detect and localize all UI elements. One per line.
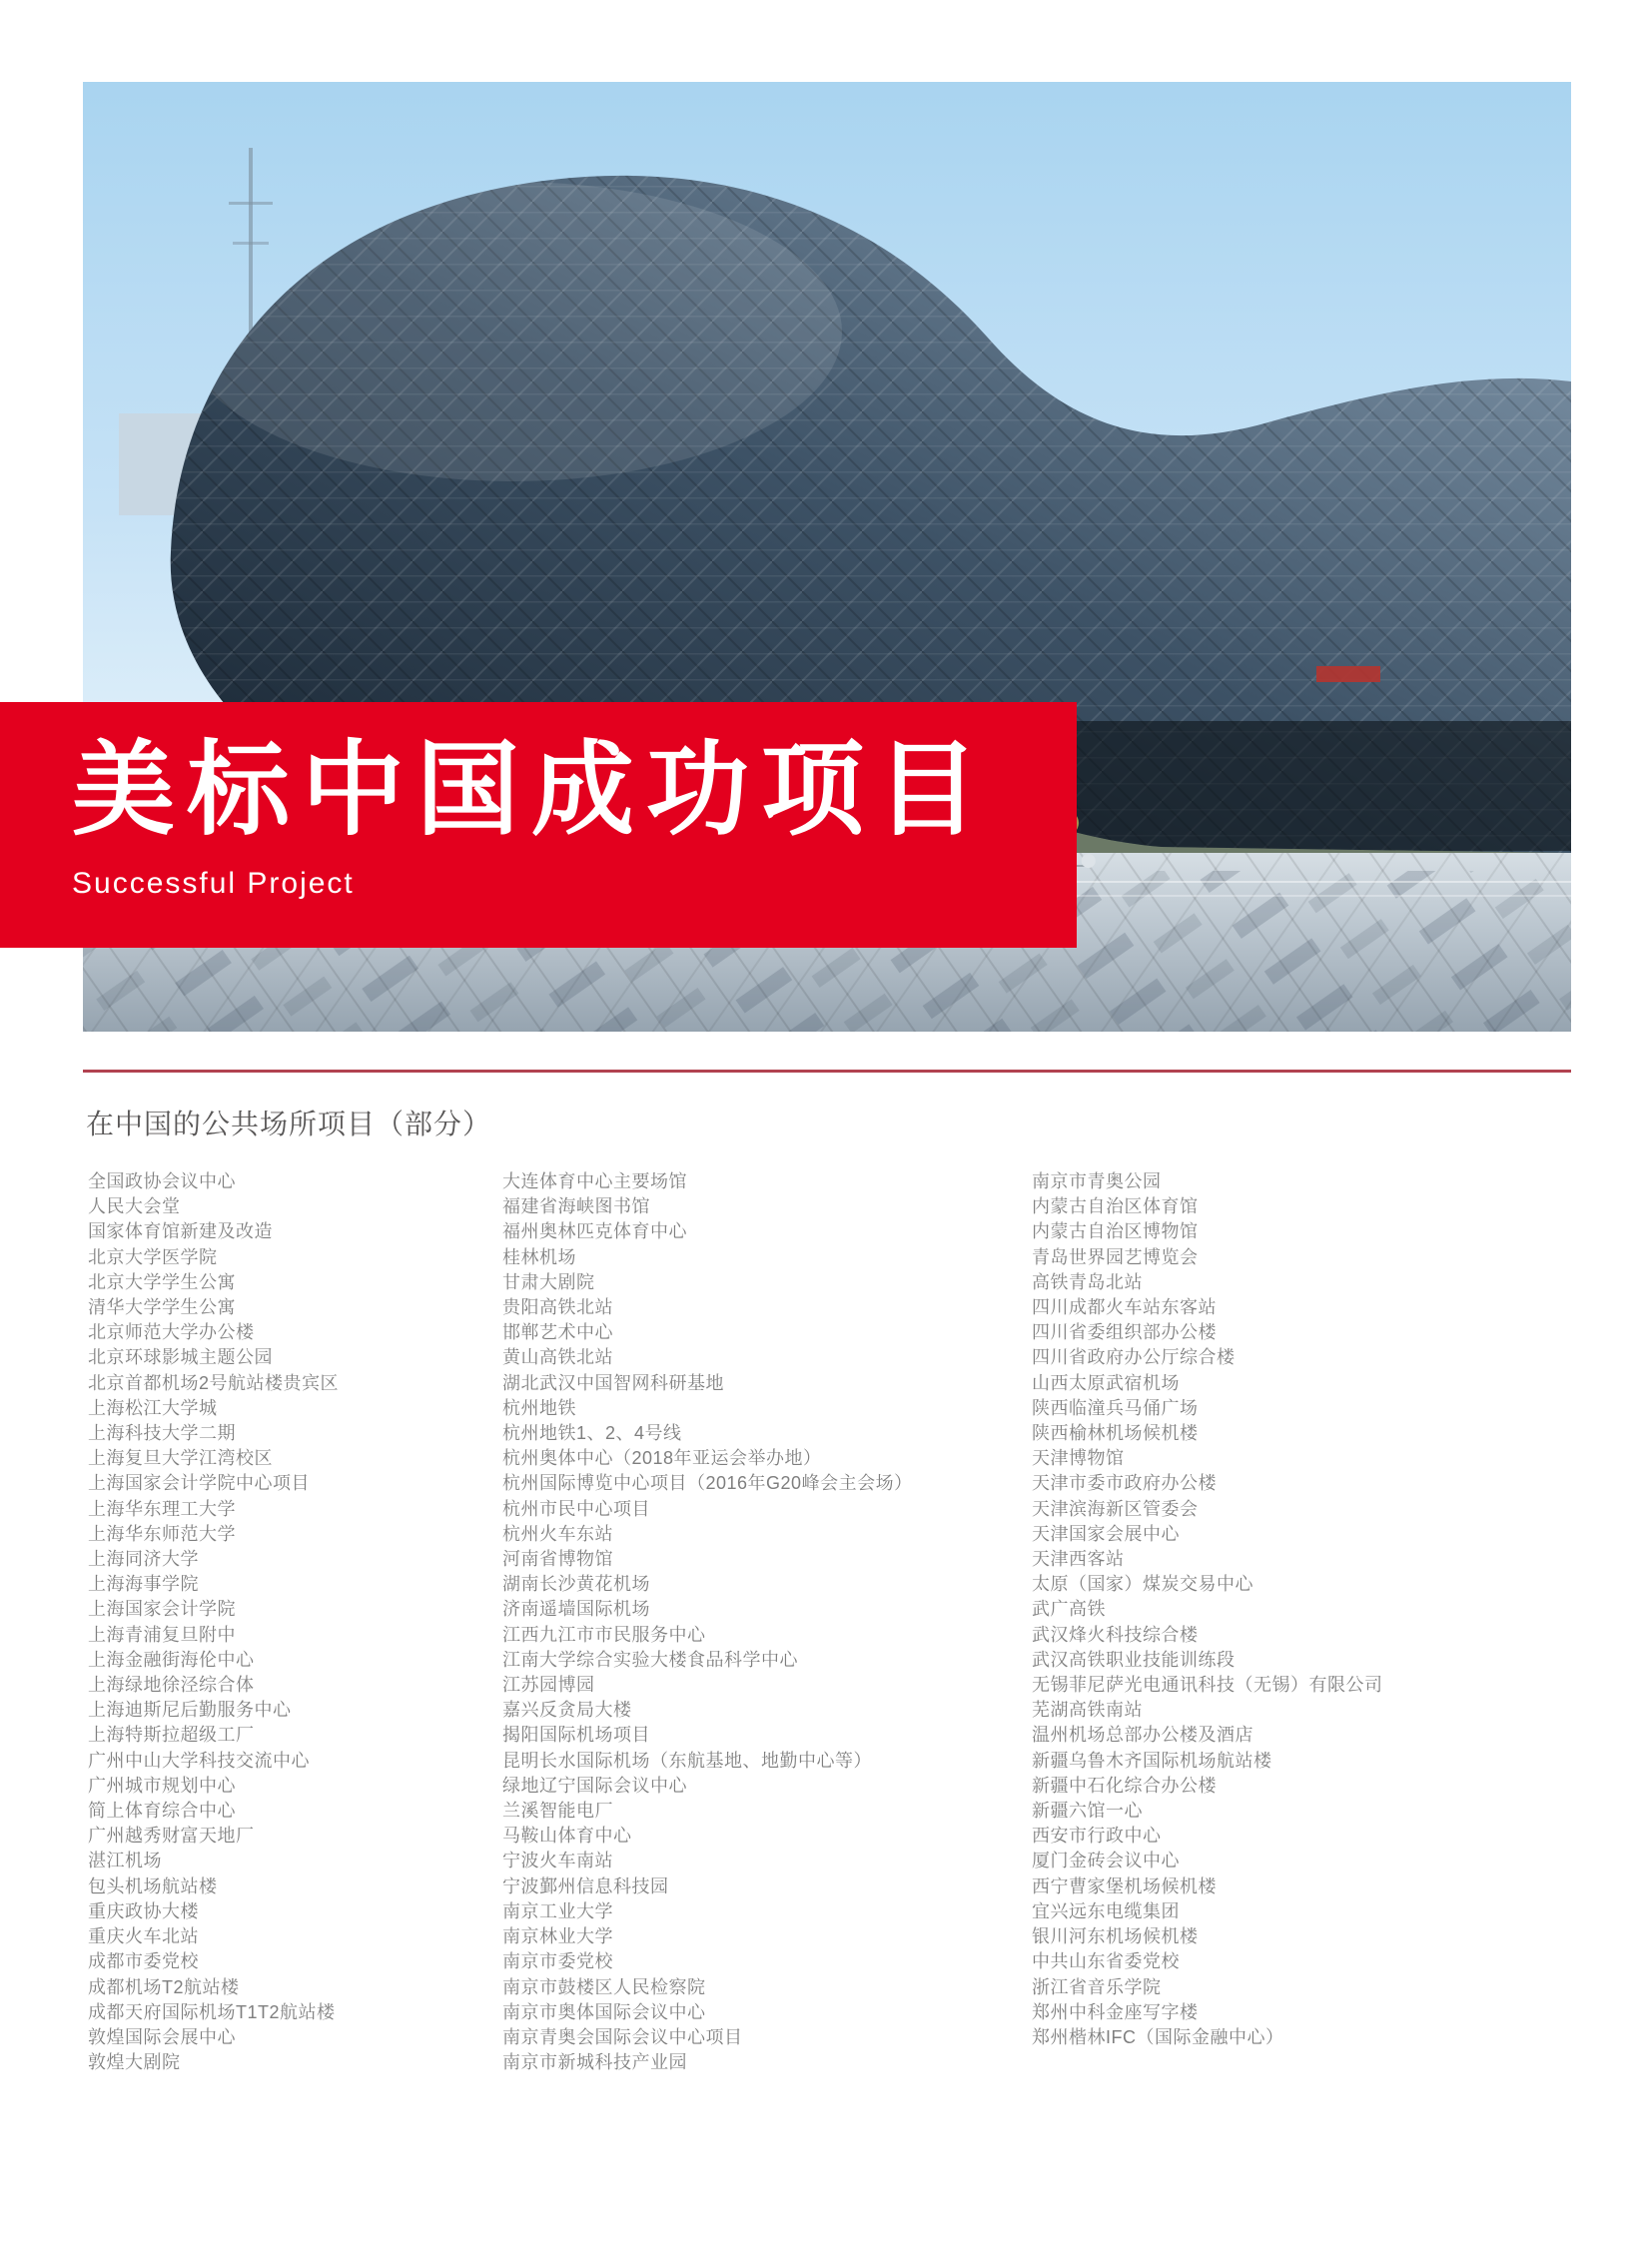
list-item: 全国政协会议中心 xyxy=(88,1171,236,1191)
list-item: 南京市奥体国际会议中心 xyxy=(502,2001,706,2022)
list-item: 天津西客站 xyxy=(1032,1549,1125,1570)
page-title: 美标中国成功项目 xyxy=(72,732,991,847)
list-item: 南京工业大学 xyxy=(502,1900,613,1921)
list-item: 桂林机场 xyxy=(502,1246,576,1267)
project-column-3 xyxy=(1032,1169,1383,2050)
list-item: 上海国家会计学院 xyxy=(88,1599,236,1620)
list-item: 大连体育中心主要场馆 xyxy=(502,1171,687,1191)
list-item: 包头机场航站楼 xyxy=(88,1875,218,1896)
list-item: 成都市委党校 xyxy=(88,1951,199,1972)
list-item: 湖北武汉中国智网科研基地 xyxy=(502,1372,724,1393)
list-item: 武广高铁 xyxy=(1032,1599,1106,1620)
list-item: 上海金融街海伦中心 xyxy=(88,1649,255,1670)
list-item: 上海迪斯尼后勤服务中心 xyxy=(88,1700,292,1721)
list-item: 上海华东师范大学 xyxy=(88,1523,236,1544)
list-item: 上海华东理工大学 xyxy=(88,1498,236,1519)
list-item: 人民大会堂 xyxy=(88,1196,181,1217)
list-item: 成都天府国际机场T1T2航站楼 xyxy=(88,2001,336,2022)
list-item: 广州城市规划中心 xyxy=(88,1775,236,1796)
list-item: 宜兴远东电缆集团 xyxy=(1032,1900,1180,1921)
list-item: 高铁青岛北站 xyxy=(1032,1271,1143,1292)
divider-line xyxy=(83,1070,1571,1073)
list-item: 嘉兴反贪局大楼 xyxy=(502,1700,632,1721)
list-item: 绿地辽宁国际会议中心 xyxy=(502,1775,687,1796)
list-item: 郑州中科金座写字楼 xyxy=(1032,2001,1199,2022)
list-item: 敦煌大剧院 xyxy=(88,2052,181,2073)
title-banner xyxy=(0,702,1077,948)
list-item: 南京市委党校 xyxy=(502,1951,613,1972)
building-sign xyxy=(1316,666,1380,682)
list-item: 银川河东机场候机楼 xyxy=(1032,1926,1199,1947)
list-item: 上海科技大学二期 xyxy=(88,1423,236,1444)
list-item: 宁波火车南站 xyxy=(502,1851,613,1871)
list-item: 上海海事学院 xyxy=(88,1574,199,1595)
list-item: 杭州地铁1、2、4号线 xyxy=(502,1423,682,1444)
list-item: 新疆六馆一心 xyxy=(1032,1801,1143,1822)
list-item: 广州越秀财富天地厂 xyxy=(88,1826,255,1847)
list-item: 天津国家会展中心 xyxy=(1032,1523,1180,1544)
list-item: 杭州国际博览中心项目（2016年G20峰会主会场） xyxy=(502,1473,913,1494)
list-item: 天津市委市政府办公楼 xyxy=(1032,1473,1217,1494)
list-item: 内蒙古自治区博物馆 xyxy=(1032,1221,1199,1242)
list-item: 杭州奥体中心（2018年亚运会举办地） xyxy=(502,1448,822,1469)
list-item: 江南大学综合实验大楼食品科学中心 xyxy=(502,1649,798,1670)
list-item: 国家体育馆新建及改造 xyxy=(88,1221,273,1242)
list-item: 上海特斯拉超级工厂 xyxy=(88,1725,255,1746)
list-item: 南京青奥会国际会议中心项目 xyxy=(502,2026,743,2047)
list-item: 济南遥墙国际机场 xyxy=(502,1599,650,1620)
list-item: 北京大学学生公寓 xyxy=(88,1271,236,1292)
list-item: 武汉高铁职业技能训练段 xyxy=(1032,1649,1236,1670)
list-item: 上海国家会计学院中心项目 xyxy=(88,1473,310,1494)
project-column-2 xyxy=(502,1169,913,2075)
list-item: 四川成都火车站东客站 xyxy=(1032,1297,1217,1318)
list-item: 宁波鄞州信息科技园 xyxy=(502,1875,669,1896)
list-item: 北京大学医学院 xyxy=(88,1246,218,1267)
list-item: 天津滨海新区管委会 xyxy=(1032,1498,1199,1519)
list-item: 河南省博物馆 xyxy=(502,1549,613,1570)
list-item: 甘肃大剧院 xyxy=(502,1271,595,1292)
project-column-1 xyxy=(88,1169,339,2075)
list-item: 上海同济大学 xyxy=(88,1549,199,1570)
list-item: 温州机场总部办公楼及酒店 xyxy=(1032,1725,1253,1746)
list-item: 芜湖高铁南站 xyxy=(1032,1700,1143,1721)
list-item: 新疆乌鲁木齐国际机场航站楼 xyxy=(1032,1750,1272,1771)
page-subtitle: Successful Project xyxy=(72,867,355,900)
list-item: 湛江机场 xyxy=(88,1851,162,1871)
list-item: 江苏园博园 xyxy=(502,1675,595,1696)
list-item: 江西九江市市民服务中心 xyxy=(502,1624,706,1645)
list-item: 敦煌国际会展中心 xyxy=(88,2026,236,2047)
list-item: 陕西榆林机场候机楼 xyxy=(1032,1423,1199,1444)
list-item: 昆明长水国际机场（东航基地、地勤中心等） xyxy=(502,1750,872,1771)
list-item: 太原（国家）煤炭交易中心 xyxy=(1032,1574,1253,1595)
list-item: 清华大学学生公寓 xyxy=(88,1297,236,1318)
list-item: 杭州火车东站 xyxy=(502,1523,613,1544)
list-item: 兰溪智能电厂 xyxy=(502,1801,613,1822)
list-item: 南京市青奥公园 xyxy=(1032,1171,1162,1191)
list-item: 贵阳高铁北站 xyxy=(502,1297,613,1318)
list-item: 重庆火车北站 xyxy=(88,1926,199,1947)
list-item: 陕西临潼兵马俑广场 xyxy=(1032,1397,1199,1418)
list-item: 福州奥林匹克体育中心 xyxy=(502,1221,687,1242)
list-item: 郑州楷林IFC（国际金融中心） xyxy=(1032,2026,1284,2047)
list-item: 邯郸艺术中心 xyxy=(502,1322,613,1343)
list-item: 杭州市民中心项目 xyxy=(502,1498,650,1519)
list-item: 新疆中石化综合办公楼 xyxy=(1032,1775,1217,1796)
list-item: 北京首都机场2号航站楼贵宾区 xyxy=(88,1372,340,1393)
list-item: 上海复旦大学江湾校区 xyxy=(88,1448,273,1469)
list-item: 南京市鼓楼区人民检察院 xyxy=(502,1976,706,1997)
list-item: 黄山高铁北站 xyxy=(502,1347,613,1368)
list-item: 中共山东省委党校 xyxy=(1032,1951,1180,1972)
list-item: 成都机场T2航站楼 xyxy=(88,1976,240,1997)
list-item: 上海松江大学城 xyxy=(88,1397,218,1418)
list-item: 杭州地铁 xyxy=(502,1397,576,1418)
list-item: 浙江省音乐学院 xyxy=(1032,1976,1162,1997)
section-heading: 在中国的公共场所项目（部分） xyxy=(86,1109,492,1139)
list-item: 青岛世界园艺博览会 xyxy=(1032,1246,1199,1267)
list-item: 南京市新城科技产业园 xyxy=(502,2052,687,2073)
list-item: 天津博物馆 xyxy=(1032,1448,1125,1469)
list-item: 福建省海峡图书馆 xyxy=(502,1196,650,1217)
list-item: 武汉烽火科技综合楼 xyxy=(1032,1624,1199,1645)
list-item: 上海绿地徐泾综合体 xyxy=(88,1675,255,1696)
list-item: 简上体育综合中心 xyxy=(88,1801,236,1822)
list-item: 西安市行政中心 xyxy=(1032,1826,1162,1847)
list-item: 四川省委组织部办公楼 xyxy=(1032,1322,1217,1343)
list-item: 山西太原武宿机场 xyxy=(1032,1372,1180,1393)
list-item: 上海青浦复旦附中 xyxy=(88,1624,236,1645)
list-item: 四川省政府办公厅综合楼 xyxy=(1032,1347,1236,1368)
list-item: 揭阳国际机场项目 xyxy=(502,1725,650,1746)
list-item: 湖南长沙黄花机场 xyxy=(502,1574,650,1595)
list-item: 厦门金砖会议中心 xyxy=(1032,1851,1180,1871)
list-item: 马鞍山体育中心 xyxy=(502,1826,632,1847)
list-item: 内蒙古自治区体育馆 xyxy=(1032,1196,1199,1217)
list-item: 西宁曹家堡机场候机楼 xyxy=(1032,1875,1217,1896)
list-item: 重庆政协大楼 xyxy=(88,1900,199,1921)
list-item: 广州中山大学科技交流中心 xyxy=(88,1750,310,1771)
list-item: 无锡菲尼萨光电通讯科技（无锡）有限公司 xyxy=(1032,1675,1383,1696)
list-item: 北京环球影城主题公园 xyxy=(88,1347,273,1368)
list-item: 北京师范大学办公楼 xyxy=(88,1322,255,1343)
list-item: 南京林业大学 xyxy=(502,1926,613,1947)
